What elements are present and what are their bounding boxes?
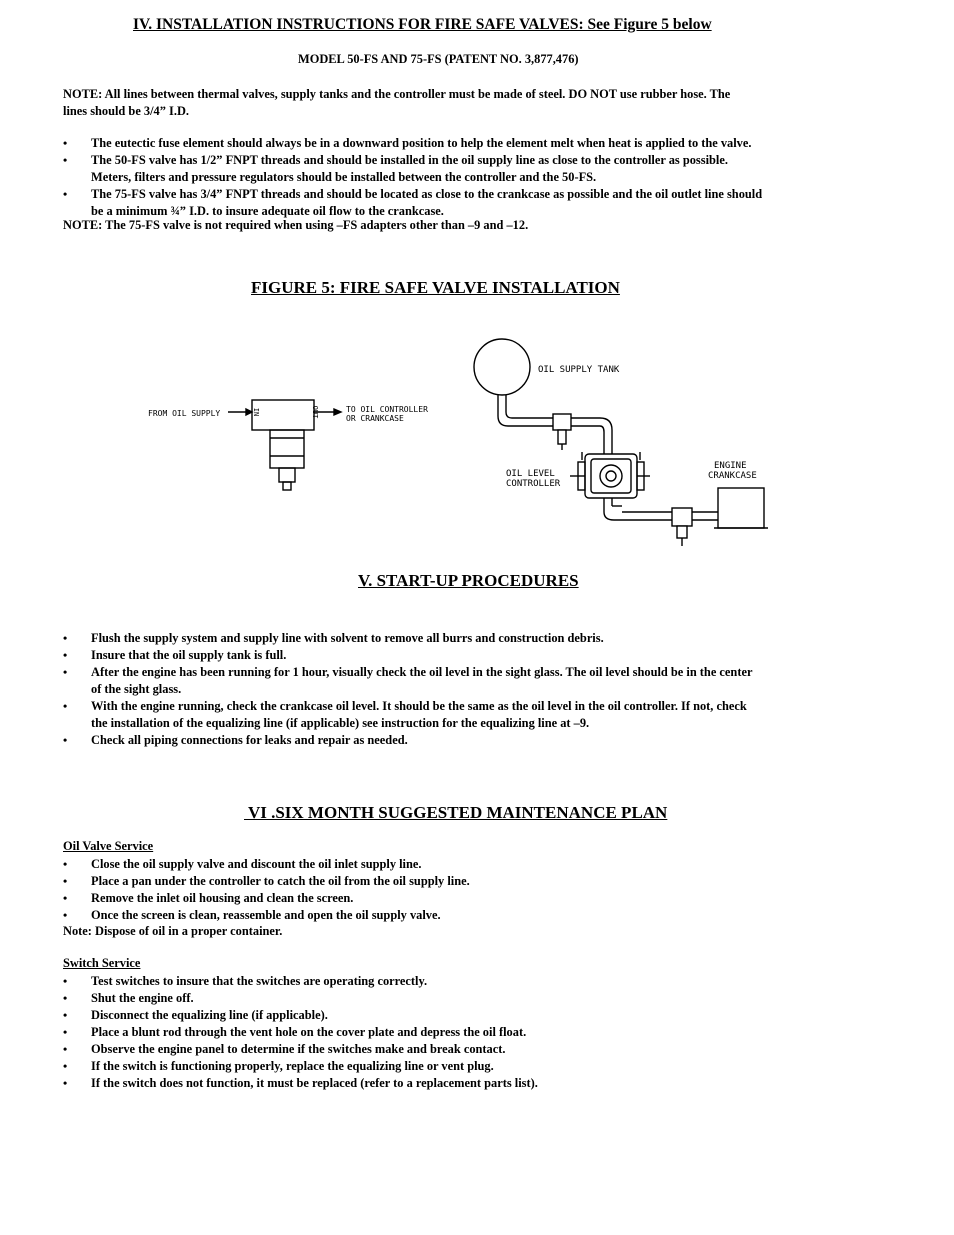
note-75fs: NOTE: The 75-FS valve is not required when using –FS adapters other than –9 and –12. [63,218,529,232]
list-item: • Shut the engine off. [63,990,863,1007]
system-installation-drawing [474,339,768,546]
list-item: • The 50-FS valve has 1/2” FNPT threads and should be installed in the oil supply line as close to the controller as possible. Meters, filters and pressure regulators should be installed between the controller and the 50-FS. [63,152,863,186]
fire-safe-valve-diagram [0,320,954,560]
to-oil-controller-label: TO OIL CONTROLLER [346,405,428,414]
note-line: NOTE: All lines between thermal valves, supply tanks and the controller must be made of steel. DO NOT use rubber hose. The [63,87,731,101]
list-item: • Flush the supply system and supply line with solvent to remove all burrs and construction debris. [63,630,863,647]
dispose-note: Note: Dispose of oil in a proper container. [63,924,283,938]
installation-bullets [63,135,863,220]
from-oil-supply-label: FROM OIL SUPPLY [148,409,221,418]
list-item: • Test switches to insure that the switches are operating correctly. [63,973,863,990]
list-item: • If the switch does not function, it must be replaced (refer to a replacement parts list). [63,1075,863,1092]
list-item: • Insure that the oil supply tank is full. [63,647,863,664]
list-item: • Close the oil supply valve and discount the oil inlet supply line. [63,856,863,873]
section-v-title: V. START-UP PROCEDURES [358,571,579,590]
fire-safe-valve-drawing [228,400,341,490]
figure-5-title: FIGURE 5: FIRE SAFE VALVE INSTALLATION [251,278,620,297]
oil-valve-service-heading: Oil Valve Service [63,839,154,853]
list-item: • Place a blunt rod through the vent hole on the cover plate and depress the oil float. [63,1024,863,1041]
list-item: • After the engine has been running for 1 hour, visually check the oil level in the sight glass. The oil level should be in the center of the sight glass. [63,664,863,698]
list-item: • Observe the engine panel to determine if the switches make and break contact. [63,1041,863,1058]
list-item: • Remove the inlet oil housing and clean the screen. [63,890,863,907]
or-crankcase-label: OR CRANKCASE [346,414,404,423]
list-item: • Place a pan under the controller to catch the oil from the oil supply line. [63,873,863,890]
list-item: • Disconnect the equalizing line (if applicable). [63,1007,863,1024]
crankcase-label: CRANKCASE [708,471,757,481]
oil-supply-tank-label: OIL SUPPLY TANK [538,365,620,375]
section-vi-title: VI .SIX MONTH SUGGESTED MAINTENANCE PLAN [244,803,668,822]
out-port-label: OUT [311,405,319,419]
oil-level-label: OIL LEVEL [506,469,555,479]
note-line: lines should be 3/4” I.D. [63,103,190,118]
list-item: • Once the screen is clean, reassemble and open the oil supply valve. [63,907,863,924]
controller-label: CONTROLLER [506,479,561,489]
model-subtitle: MODEL 50-FS AND 75-FS (PATENT NO. 3,877,476) [298,52,579,66]
list-item: • Check all piping connections for leaks and repair as needed. [63,732,863,749]
engine-label: ENGINE [714,461,747,471]
switch-service-heading: Switch Service [63,956,141,970]
note-steel-lines [63,86,863,119]
list-item: • The eutectic fuse element should always be in a downward position to help the element melt when heat is applied to the valve. [63,135,863,152]
startup-bullets [63,630,863,749]
switch-service-list [63,973,863,1092]
list-item: • The 75-FS valve has 3/4” FNPT threads and should be located as close to the crankcase as possible and the oil outlet line should be a minimum ¾” I.D. to insure adequate oil flow to the crankcase. [63,186,863,220]
list-item: • If the switch is functioning properly, replace the equalizing line or vent plug. [63,1058,863,1075]
in-port-label: IN [252,407,260,417]
section-iv-title: IV. INSTALLATION INSTRUCTIONS FOR FIRE SAFE VALVES: See Figure 5 below [133,16,712,33]
list-item: • With the engine running, check the crankcase oil level. It should be the same as the oil level in the oil controller. If not, check the installation of the equalizing line (if applicable) see instruction for the equalizing line at –9. [63,698,863,732]
oil-valve-service-list [63,856,863,924]
